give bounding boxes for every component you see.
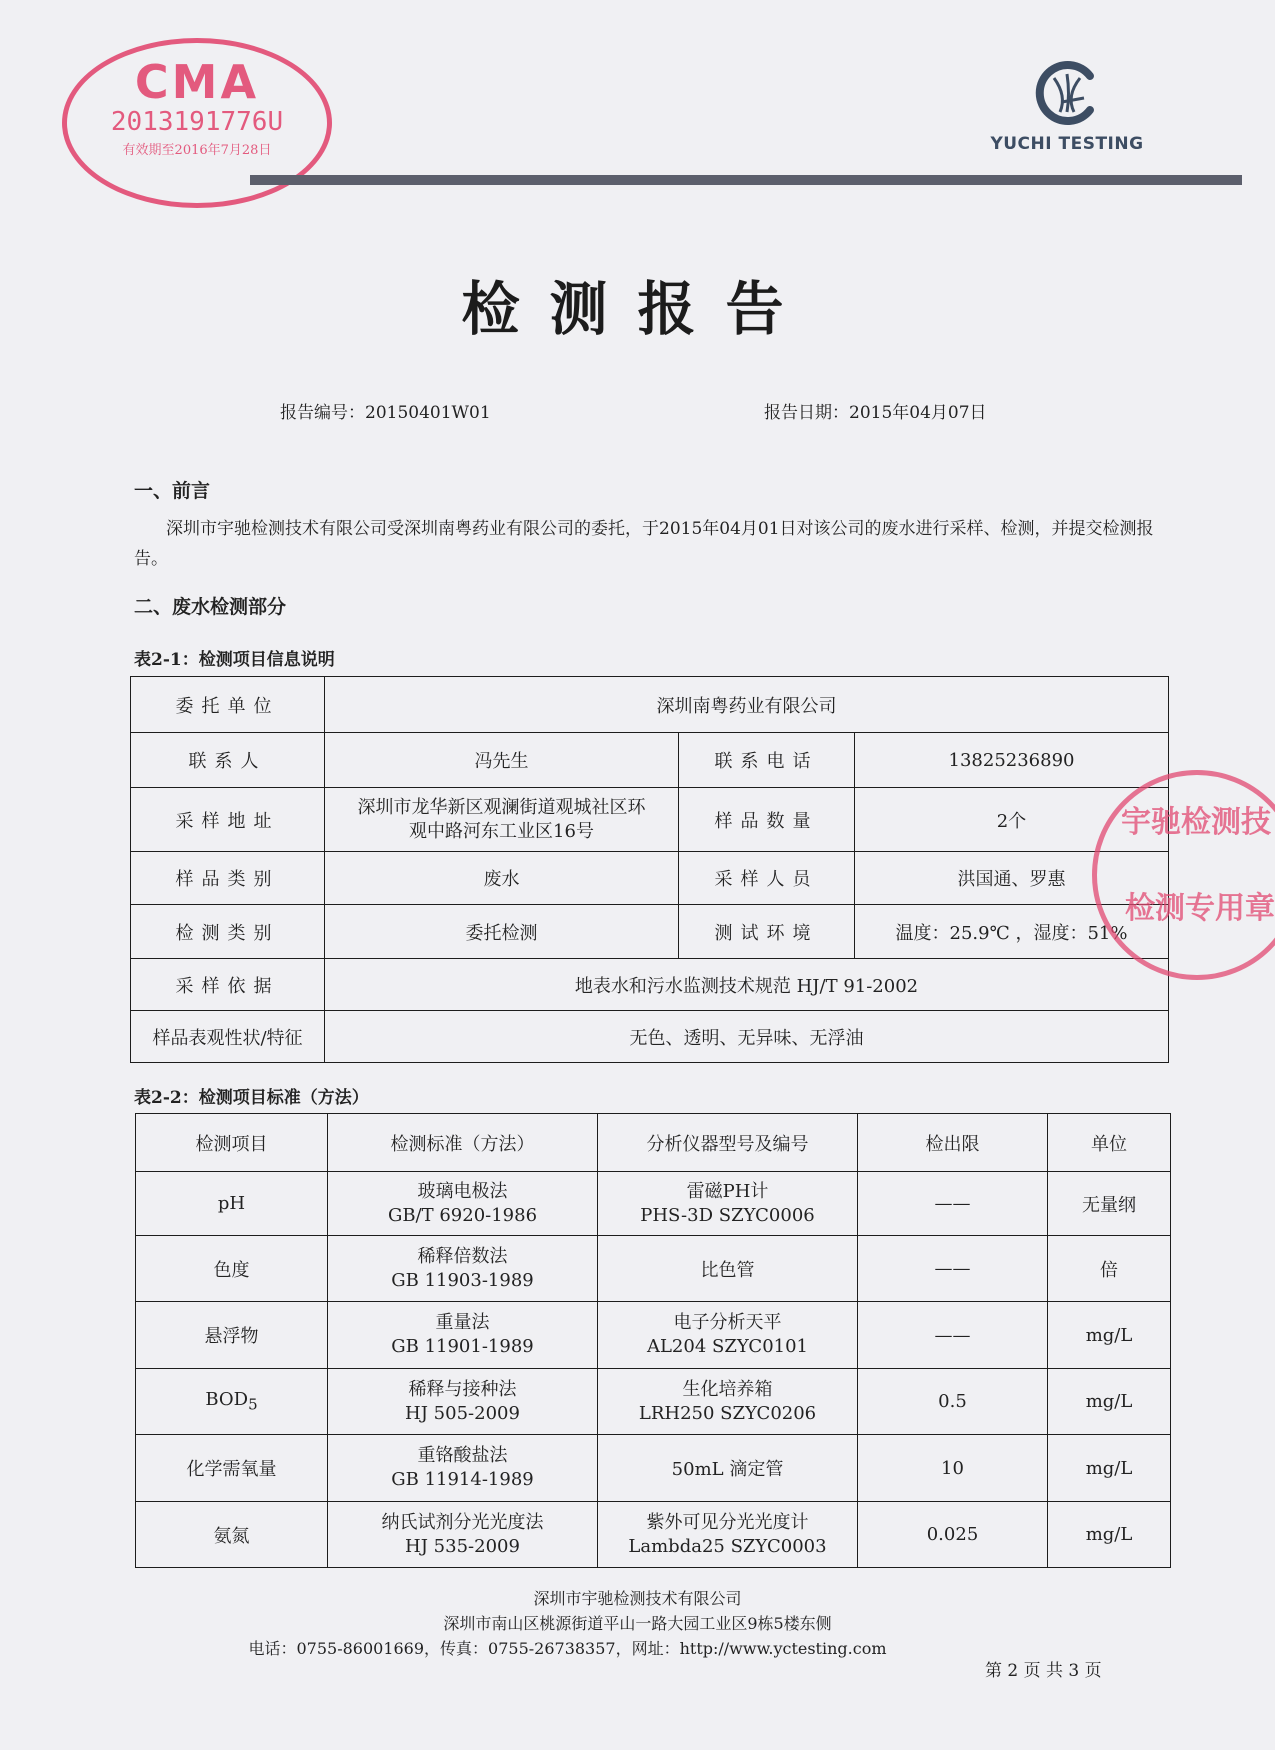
table2-caption: 表2-2：检测项目标准（方法） [134, 1088, 369, 1108]
instrument-id: AL204 SZYC0101 [646, 1336, 808, 1357]
instrument-id: LRH250 SZYC0206 [638, 1402, 817, 1424]
instrument-id: Lambda25 SZYC0003 [628, 1535, 827, 1557]
instrument-name: 紫外可见分光光度计 [646, 1511, 809, 1533]
instrument-name: 雷磁PH计 [686, 1180, 769, 1202]
row-method [328, 1435, 598, 1502]
report-number-value: 20150401W01 [365, 403, 491, 423]
method-standard: GB 11901-1989 [391, 1336, 534, 1357]
contact-value: 冯先生 [325, 733, 679, 788]
row-instrument: 50mL 滴定管 [598, 1435, 858, 1502]
sample-type-label: 样品类别 [131, 852, 325, 905]
row-item: 色度 [136, 1236, 328, 1302]
row-limit: —— [858, 1172, 1048, 1236]
row-instrument [598, 1369, 858, 1435]
page-number: 第 2 页 共 3 页 [985, 1661, 1102, 1681]
row-limit: —— [858, 1302, 1048, 1369]
method-standard: GB 11914-1989 [391, 1469, 534, 1490]
instrument-name: 生化培养箱 [682, 1378, 773, 1400]
footer-contact: 电话：0755-86001669，传真：0755-26738357，网址：http://www.yctesting.com [248, 1639, 887, 1658]
test-type-label: 检测类别 [131, 905, 325, 959]
info-table [130, 676, 1169, 1063]
sampler-value: 洪国通、罗惠 [855, 852, 1169, 905]
table-row [136, 1172, 1171, 1236]
cma-validity: 有效期至2016年7月28日 [122, 143, 272, 158]
row-instrument: 比色管 [598, 1236, 858, 1302]
env-value: 温度：25.9℃ ，湿度：51% [855, 905, 1169, 959]
instrument-id: PHS-3D SZYC0006 [640, 1204, 815, 1226]
yuchi-logo-icon [1032, 58, 1102, 128]
table-row [136, 1502, 1171, 1568]
method-standard: HJ 505-2009 [405, 1402, 520, 1424]
test-type-value: 委托检测 [325, 905, 679, 959]
table1-caption: 表2-1：检测项目信息说明 [134, 650, 335, 670]
header-limit: 检出限 [858, 1114, 1048, 1172]
row-unit: mg/L [1048, 1369, 1171, 1435]
footer-address: 深圳市南山区桃源街道平山一路大园工业区9栋5楼东侧 [443, 1614, 832, 1633]
row-item [136, 1369, 328, 1435]
contact-label: 联系人 [131, 733, 325, 788]
header-item: 检测项目 [136, 1114, 328, 1172]
row-item: 悬浮物 [136, 1302, 328, 1369]
sample-type-value: 废水 [325, 852, 679, 905]
report-number [280, 398, 491, 423]
row-instrument [598, 1302, 858, 1369]
instrument-name: 电子分析天平 [673, 1312, 782, 1333]
address-line2: 观中路河东工业区16号 [409, 820, 594, 842]
footer-company: 深圳市宇驰检测技术有限公司 [533, 1589, 742, 1608]
method-standard: GB/T 6920-1986 [387, 1204, 538, 1226]
sampler-label: 采样人员 [679, 852, 855, 905]
row-limit: 0.5 [858, 1369, 1048, 1435]
row-instrument [598, 1172, 858, 1236]
row-limit: 0.025 [858, 1502, 1048, 1568]
table-row [136, 1435, 1171, 1502]
section1-text: 深圳市宇驰检测技术有限公司受深圳南粤药业有限公司的委托，于2015年04月01日对该公司的废水进行采样、检测，并提交检测报告。 [134, 519, 1154, 569]
table-row [136, 1302, 1171, 1369]
basis-label: 采样依据 [131, 959, 325, 1011]
row-unit: mg/L [1048, 1302, 1171, 1369]
company-seal: 宇驰检测技 检测专用章 [1092, 770, 1275, 980]
address-line1: 深圳市龙华新区观澜街道观城社区环 [357, 796, 646, 818]
row-item: 化学需氧量 [136, 1435, 328, 1502]
basis-value: 地表水和污水监测技术规范 HJ/T 91-2002 [325, 959, 1169, 1011]
row-limit: —— [858, 1236, 1048, 1302]
header-instrument: 分析仪器型号及编号 [598, 1114, 858, 1172]
method-name: 稀释与接种法 [408, 1378, 517, 1400]
address-value [325, 788, 679, 852]
method-name: 玻璃电极法 [417, 1180, 508, 1202]
client-label: 委托单位 [131, 677, 325, 733]
report-date [764, 398, 987, 423]
method-name: 重量法 [435, 1312, 490, 1333]
method-name: 重铬酸盐法 [417, 1445, 508, 1466]
method-standard: GB 11903-1989 [391, 1269, 534, 1291]
header-rule [250, 175, 1242, 185]
qty-value: 2个 [855, 788, 1169, 852]
appearance-label: 样品表观性状/特征 [131, 1011, 325, 1063]
header-unit: 单位 [1048, 1114, 1171, 1172]
row-method [328, 1172, 598, 1236]
report-date-value: 2015年04月07日 [849, 403, 987, 423]
appearance-value: 无色、透明、无异味、无浮油 [325, 1011, 1169, 1063]
report-number-label: 报告编号： [280, 403, 365, 423]
phone-value: 13825236890 [855, 733, 1169, 788]
logo-text: YUCHI TESTING [990, 134, 1144, 154]
env-label: 测试环境 [679, 905, 855, 959]
row-unit: 倍 [1048, 1236, 1171, 1302]
method-table [135, 1113, 1171, 1568]
section1-heading: 一、前言 [134, 480, 211, 502]
method-name: 稀释倍数法 [417, 1245, 508, 1267]
yuchi-logo [982, 58, 1152, 154]
row-unit: mg/L [1048, 1502, 1171, 1568]
row-limit: 10 [858, 1435, 1048, 1502]
cma-mark: CMA [134, 55, 260, 109]
row-item: 氨氮 [136, 1502, 328, 1568]
method-name: 纳氏试剂分光光度法 [381, 1511, 544, 1533]
client-value: 深圳南粤药业有限公司 [325, 677, 1169, 733]
address-label: 采样地址 [131, 788, 325, 852]
row-method [328, 1369, 598, 1435]
cma-number: 2013191776U [110, 107, 284, 137]
row-method [328, 1502, 598, 1568]
row-method [328, 1302, 598, 1369]
section2-heading: 二、废水检测部分 [134, 596, 287, 618]
row-method [328, 1236, 598, 1302]
report-title: 检测报告 [461, 275, 814, 343]
header-method: 检测标准（方法） [328, 1114, 598, 1172]
row-instrument [598, 1502, 858, 1568]
table-row [136, 1236, 1171, 1302]
bod-label: BOD [205, 1389, 249, 1411]
bod-subscript: 5 [248, 1395, 258, 1414]
row-unit: mg/L [1048, 1435, 1171, 1502]
qty-label: 样品数量 [679, 788, 855, 852]
row-unit: 无量纲 [1048, 1172, 1171, 1236]
report-date-label: 报告日期： [764, 403, 849, 423]
table-row [136, 1369, 1171, 1435]
method-standard: HJ 535-2009 [405, 1535, 520, 1557]
phone-label: 联系电话 [679, 733, 855, 788]
row-item: pH [136, 1172, 328, 1236]
